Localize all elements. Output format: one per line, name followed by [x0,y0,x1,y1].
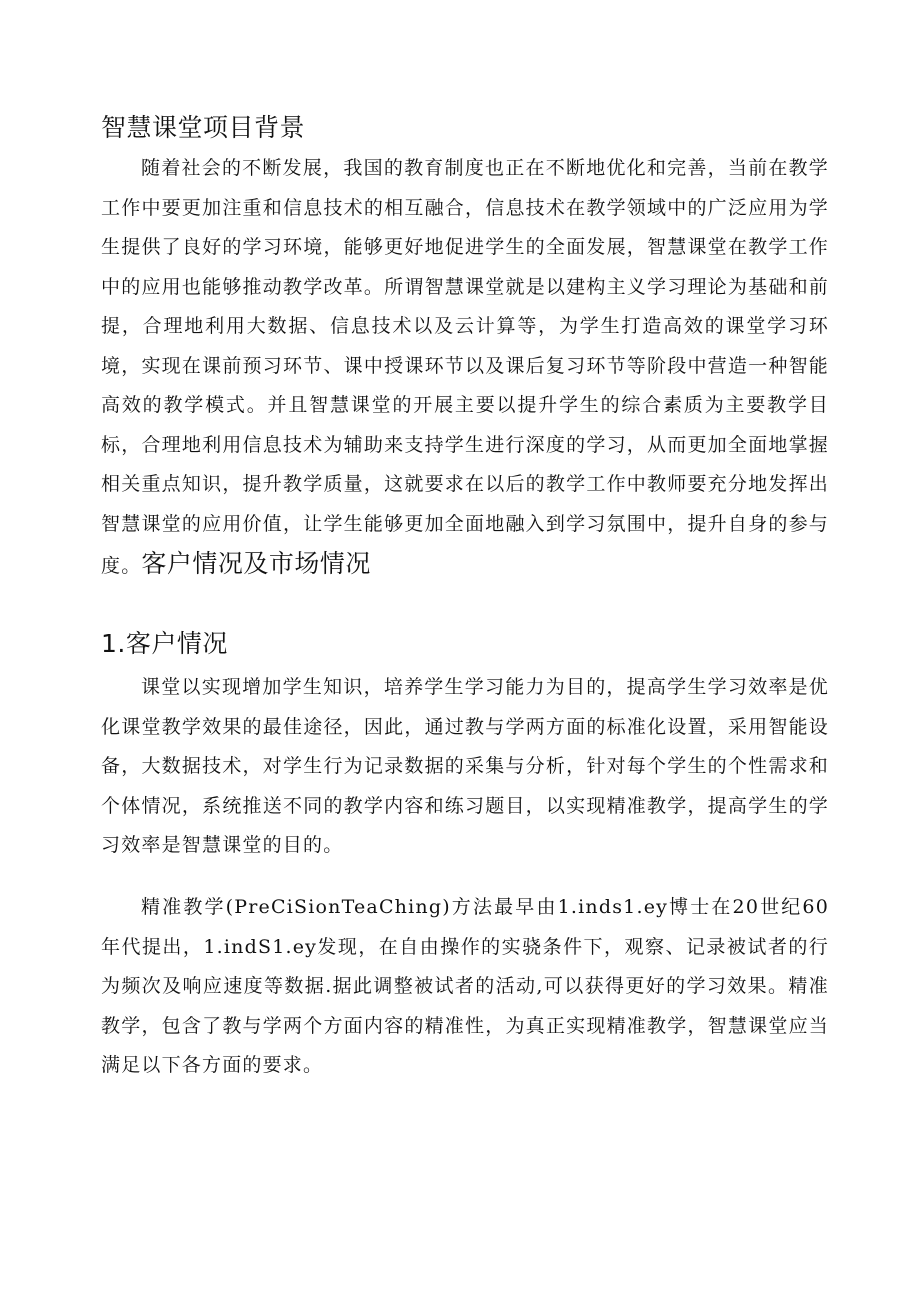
inline-section-heading: 客户情况及市场情况 [141,549,371,578]
section-title: 智慧课堂项目背景 [101,113,306,142]
intro-paragraph-text: 随着社会的不断发展，我国的教育制度也正在不断地优化和完善，当前在教学工作中要更加注重和信息技术的相互融合，信息技术在教学领域中的广泛应用为学生提供了良好的学习环境，能够更好地促进学生的全面发展，智慧课堂在教学工作中的应用也能够推动教学改革。所谓智慧课堂就是以建构主义学习理论为基础和前提，合理地利用大数据、信息技术以及云计算等，为学生打造高效的课堂学习环境，实现在课前预习环节、课中授课环节以及课后复习环节等阶段中营造一种智能高效的教学模式。并且智慧课堂的开展主要以提升学生的综合素质为主要教学目标，合理地利用信息技术为辅助来支持学生进行深度的学习，从而更加全面地掌握相关重点知识，提升教学质量，这就要求在以后的教学工作中教师要充分地发挥出智慧课堂的应用价值，让学生能够更加全面地融入到学习氛围中，提升自身的参与度。 [101,157,829,577]
subsection-heading: 1.客户情况 [101,629,228,658]
body-paragraph: 精准教学(PreCiSionTeaChing)方法最早由1.inds1.ey博士在20世纪60年代提出，1.indS1.ey发现，在自由操作的实骁条件下，观察、记录被试者的行为频次及响应速度等数据.据此调整被试者的活动,可以获得更好的学习效果。精准教学，包含了教与学两个方面内容的精准性，为真正实现精准教学，智慧课堂应当满足以下各方面的要求。 [101,896,829,1076]
intro-paragraph [101,149,829,587]
body-paragraph: 课堂以实现增加学生知识，培养学生学习能力为目的，提高学生学习效率是优化课堂教学效果的最佳途径，因此，通过教与学两方面的标准化设置，采用智能设备，大数据技术，对学生行为记录数据的采集与分析，针对每个学生的个性需求和个体情况，系统推送不同的教学内容和练习题目，以实现精准教学，提高学生的学习效率是智慧课堂的目的。 [101,676,829,856]
